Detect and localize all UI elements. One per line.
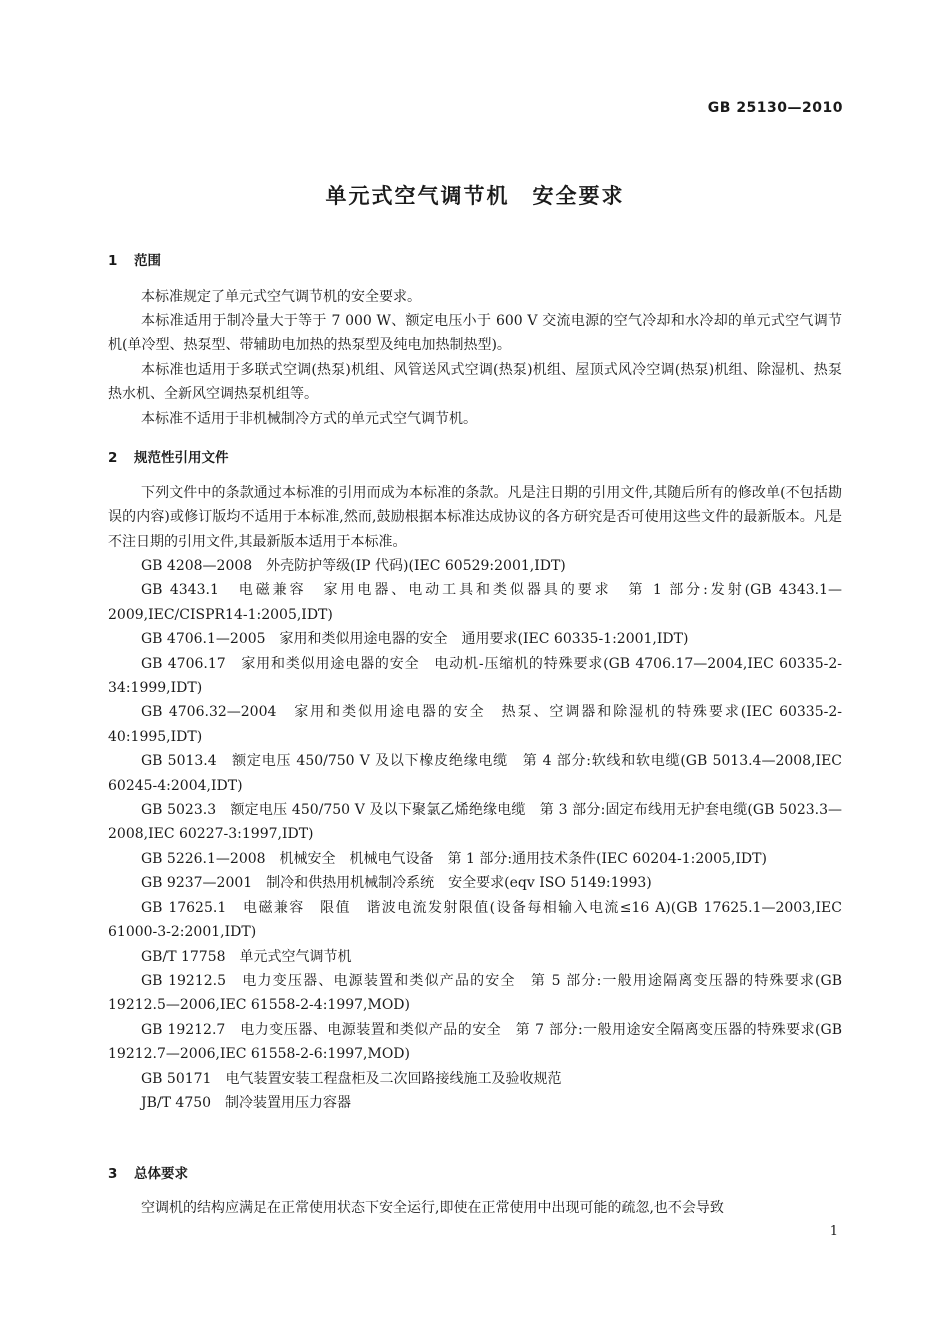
section-number: 2 bbox=[108, 450, 118, 466]
scope-paragraph: 本标准适用于制冷量大于等于 7 000 W、额定电压小于 600 V 交流电源的空气冷却和水冷却的单元式空气调节机(单冷型、热泵型、带辅助电加热的热泵型及纯电加热制热型)。 bbox=[108, 313, 842, 354]
reference-item: GB 17625.1 电磁兼容 限值 谐波电流发射限值(设备每相输入电流≤16 A)(GB 17625.1—2003,IEC 61000-3-2:2001,IDT) bbox=[108, 899, 842, 941]
reference-item: GB 4706.17 家用和类似用途电器的安全 电动机-压缩机的特殊要求(GB 4706.17—2004,IEC 60335-2-34:1999,IDT) bbox=[108, 655, 842, 697]
reference-item: GB 19212.7 电力变压器、电源装置和类似产品的安全 第 7 部分:一般用途安全隔离变压器的特殊要求(GB 19212.7—2006,IEC 61558-2-6:1997,MOD) bbox=[108, 1021, 842, 1063]
reference-item: GB 4343.1 电磁兼容 家用电器、电动工具和类似器具的要求 第 1 部分:发射(GB 4343.1—2009,IEC/CISPR14-1:2005,IDT) bbox=[108, 582, 842, 623]
scope-paragraph: 本标准不适用于非机械制冷方式的单元式空气调节机。 bbox=[141, 411, 477, 427]
reference-item: GB 5023.3 额定电压 450/750 V 及以下聚氯乙烯绝缘电缆 第 3 部分:固定布线用无护套电缆(GB 5023.3—2008,IEC 60227-3:1997,IDT) bbox=[108, 802, 842, 843]
section-1-heading bbox=[108, 249, 161, 269]
reference-item: GB 4706.1—2005 家用和类似用途电器的安全 通用要求(IEC 60335-1:2001,IDT) bbox=[141, 631, 689, 648]
reference-item: GB 9237—2001 制冷和供热用机械制冷系统 安全要求(eqv ISO 5149:1993) bbox=[141, 875, 652, 892]
section-2-heading bbox=[108, 446, 229, 466]
scope-paragraph: 本标准规定了单元式空气调节机的安全要求。 bbox=[141, 289, 421, 305]
reference-item: GB 50171 电气装置安装工程盘柜及二次回路接线施工及验收规范 bbox=[141, 1070, 562, 1087]
section-title: 规范性引用文件 bbox=[134, 450, 229, 466]
standard-code-header: GB 25130—2010 bbox=[707, 100, 843, 116]
reference-item: GB/T 17758 单元式空气调节机 bbox=[141, 948, 352, 965]
reference-item: GB 4208—2008 外壳防护等级(IP 代码)(IEC 60529:2001,IDT) bbox=[141, 558, 566, 574]
reference-item: JB/T 4750 制冷装置用压力容器 bbox=[141, 1094, 352, 1111]
page-number: 1 bbox=[829, 1224, 838, 1239]
section-3-heading bbox=[108, 1162, 188, 1182]
scope-paragraph: 本标准也适用于多联式空调(热泵)机组、风管送风式空调(热泵)机组、屋顶式风冷空调(热泵)机组、除湿机、热泵热水机、全新风空调热泵机组等。 bbox=[108, 362, 842, 403]
normative-reference-list bbox=[108, 554, 842, 1115]
section-title: 总体要求 bbox=[134, 1166, 188, 1182]
normative-intro-paragraph: 下列文件中的条款通过本标准的引用而成为本标准的条款。凡是注日期的引用文件,其随后所有的修改单(不包括勘误的内容)或修订版均不适用于本标准,然而,鼓励根据本标准达成协议的各方研究是否可使用这些文件的最新版本。凡是不注日期的引用文件,其最新版本适用于本标准。 bbox=[108, 485, 842, 550]
reference-item: GB 5013.4 额定电压 450/750 V 及以下橡皮绝缘电缆 第 4 部分:软线和软电缆(GB 5013.4—2008,IEC 60245-4:2004,IDT) bbox=[108, 753, 842, 794]
reference-item: GB 19212.5 电力变压器、电源装置和类似产品的安全 第 5 部分:一般用途隔离变压器的特殊要求(GB 19212.5—2006,IEC 61558-2-4:1997,MOD) bbox=[108, 972, 842, 1014]
section-title: 范围 bbox=[134, 253, 161, 269]
document-title: 单元式空气调节机 安全要求 bbox=[325, 184, 625, 208]
section-number: 3 bbox=[108, 1166, 118, 1182]
general-requirements-paragraph: 空调机的结构应满足在正常使用状态下安全运行,即使在正常使用中出现可能的疏忽,也不会导致 bbox=[141, 1200, 724, 1216]
reference-item: GB 5226.1—2008 机械安全 机械电气设备 第 1 部分:通用技术条件(IEC 60204-1:2005,IDT) bbox=[141, 850, 767, 867]
section-number: 1 bbox=[108, 253, 118, 269]
reference-item: GB 4706.32—2004 家用和类似用途电器的安全 热泵、空调器和除湿机的特殊要求(IEC 60335-2-40:1995,IDT) bbox=[108, 704, 842, 745]
